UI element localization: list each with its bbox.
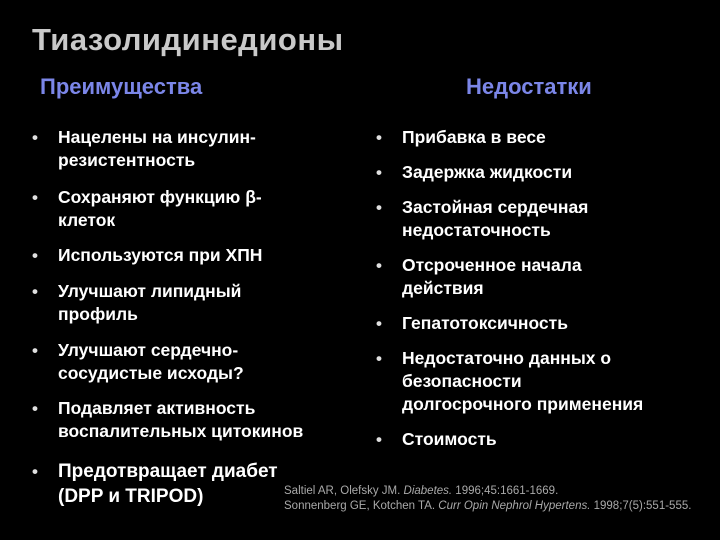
- list-item: • Прибавка в весе: [376, 127, 546, 147]
- list-item: • Нацелены на инсулин- резистентность: [32, 127, 256, 170]
- list-item: • Задержка жидкости: [376, 162, 573, 182]
- list-item: • Отсроченное начала действия: [376, 255, 582, 298]
- bullet-icon: •: [376, 430, 382, 449]
- bullet-icon: •: [376, 128, 382, 147]
- list-item: • Стоимость: [376, 429, 497, 449]
- list-item: • Сохраняют функцию β- клеток: [32, 187, 262, 230]
- disadvantages-heading: Недостатки: [466, 74, 592, 99]
- bullet-icon: •: [32, 128, 38, 147]
- references: [284, 484, 691, 514]
- list-item: • Улучшают сердечно- сосудистые исходы?: [32, 340, 244, 383]
- bullet-icon: •: [376, 163, 382, 182]
- bullet-icon: •: [376, 256, 382, 275]
- advantages-heading: Преимущества: [40, 74, 203, 99]
- bullet-icon: •: [376, 349, 382, 368]
- bullet-icon: •: [376, 314, 382, 333]
- bullet-icon: •: [32, 462, 38, 481]
- advantages-list: [32, 126, 352, 509]
- bullet-icon: •: [32, 188, 38, 207]
- list-item: • Предотвращает диабет (DPP и TRIPOD): [32, 461, 278, 507]
- list-item: • Гепатотоксичность: [376, 313, 568, 333]
- bullet-icon: •: [32, 282, 38, 301]
- list-item: • Застойная сердечная недостаточность: [376, 197, 589, 240]
- bullet-icon: •: [32, 341, 38, 360]
- disadvantages-list: [376, 126, 706, 462]
- bullet-icon: •: [376, 198, 382, 217]
- list-item: • Используются при ХПН: [32, 245, 263, 265]
- bullet-icon: •: [32, 399, 38, 418]
- list-item: • Недостаточно данных о безопасности долгосрочного применения: [376, 348, 644, 414]
- reference-line: Sonnenberg GE, Kotchen TA. Curr Opin Nephrol Hypertens. 1998;7(5):551-555.: [284, 500, 692, 512]
- reference-line: Saltiel AR, Olefsky JM. Diabetes. 1996;45:1661-1669.: [284, 485, 559, 497]
- slide-title: Тиазолидинедионы: [32, 22, 344, 57]
- bullet-icon: •: [32, 246, 38, 265]
- list-item: • Подавляет активность воспалительных цитокинов: [32, 398, 304, 441]
- list-item: • Улучшают липидный профиль: [32, 281, 242, 324]
